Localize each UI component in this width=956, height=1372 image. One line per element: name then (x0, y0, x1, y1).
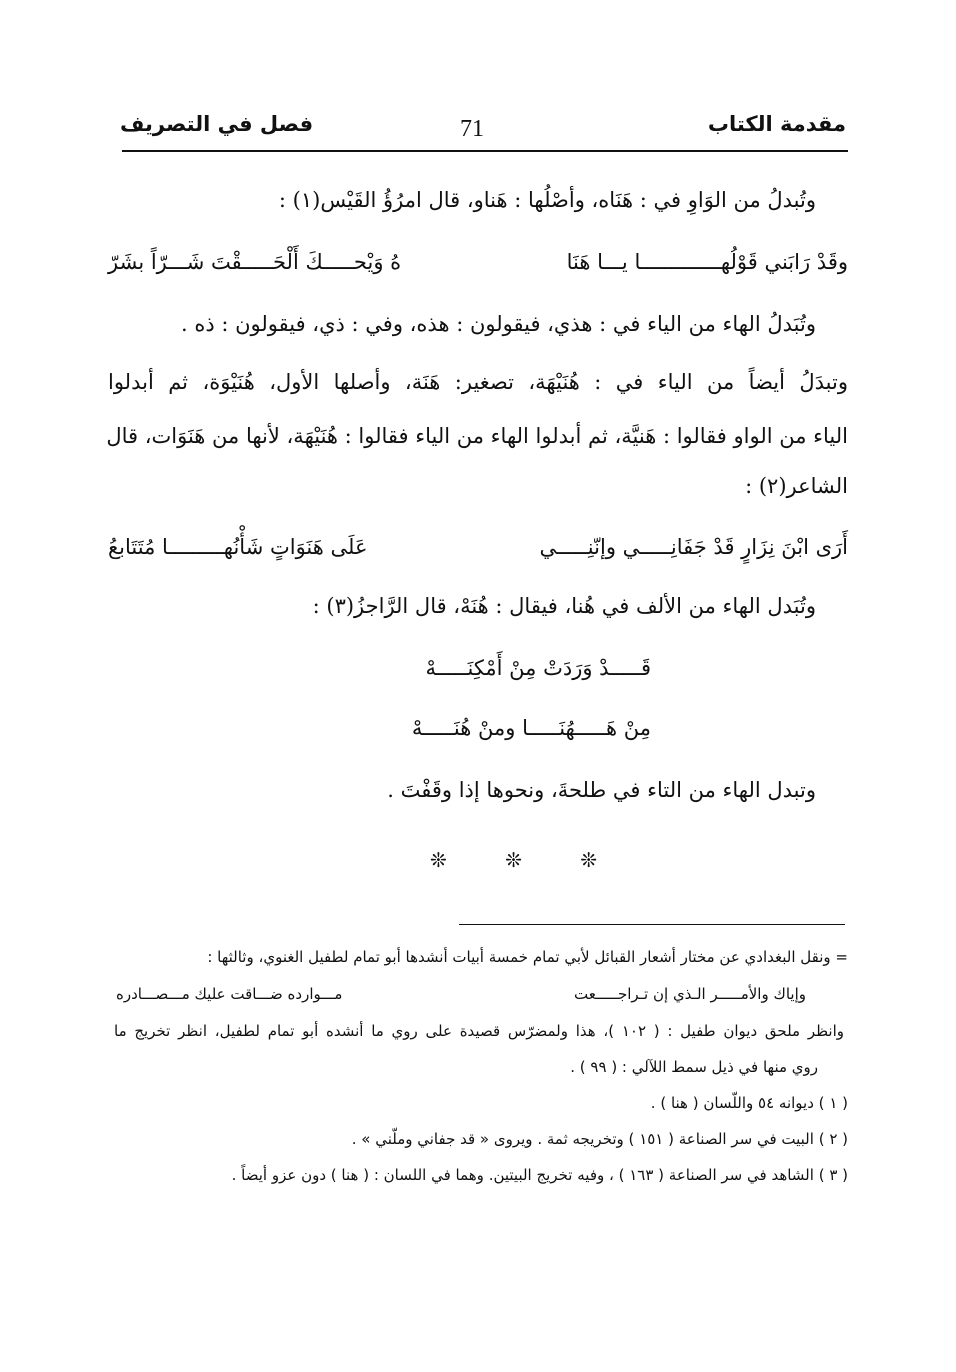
paragraph-3-line-1: وتبدَلُ أيضاً من الياء في : هُنَيْهَة، تصغير: هَنَة، وأصلها الأول، هُنَيْوَة، ثم أبدلوا (108, 370, 848, 394)
paragraph-3-line-3: الشاعر(٢) : (745, 474, 848, 498)
paragraph-5: وتبدل الهاء من التاء في طلحةَ، ونحوها إذا وقَفْتَ . (387, 778, 816, 802)
section-separator-stars: ❊ ❊ ❊ (430, 848, 623, 872)
paragraph-2: وتُبَدلُ الهاء من الياء في : هذي، فيقولون : هذه، وفي : ذي، فيقولون : ذه . (180, 312, 816, 336)
header-rule (122, 150, 848, 152)
verse-1-second-hemistich: هُ وَيْحـــــكَ أَلْحَـــــقْتَ شَـــرّاً بشَرّ (108, 250, 402, 274)
paragraph-1: وتُبدلُ من الوَاوِ في : هَنَاه، وأصْلُها : هَناو، قال امرُؤُ القَيْس(١) : (278, 188, 816, 212)
running-header (120, 112, 846, 152)
rajaz-line-1: قَـــــدْ وَرَدَتْ مِنْ أَمْكِنَـــــهْ (425, 656, 651, 680)
footnote-rule (459, 924, 845, 925)
footnote-2: ( ٢ ) البيت في سر الصناعة ( ١٥١ ) وتخريجه ثمة . ويروى « قد جفاني وملّني » . (351, 1130, 848, 1148)
header-right-title: مقدمة الكتاب (707, 112, 846, 136)
footnote-continuation-line-3: روي منها في ذيل سمط اللآلي : ( ٩٩ ) . (570, 1058, 818, 1076)
page-number: 71 (460, 116, 484, 142)
verse-2-first-hemistich: أَرَى ابْنَ نِزَارٍ قَدْ جَفَانِـــــي وإنّنِـــــي (539, 535, 848, 559)
footnote-continuation-line-2: وانظر ملحق ديوان طفيل : ( ١٠٢ )، هذا ولمضرّس قصيدة على روي ما أنشده أبو تمام لطفيل، انظر تخريج ما (114, 1022, 844, 1040)
header-left-title: فصل في التصريف (120, 112, 314, 136)
rajaz-line-2: مِنْ هَـــــهُنَـــــا ومنْ هُنَـــــهْ (411, 716, 651, 740)
paragraph-3-line-2: الياء من الواو فقالوا : هَنيَّة، ثم أبدلوا الهاء من الياء فقالوا : هُنَيْهَة، لأنها من هَنَوَات، قال (106, 424, 848, 448)
footnote-verse-first-hemistich: وإياك والأمـــــر الـذي إن تـراجـــــعت (574, 985, 806, 1003)
footnote-continuation-line-1: = ونقل البغدادي عن مختار أشعار القبائل لأبي تمام خمسة أبيات أنشدها أبو تمام لطفيل الغنوي، وثالثها : (207, 948, 848, 966)
footnote-1: ( ١ ) ديوانه ٥٤ واللّسان ( هنا ) . (650, 1094, 848, 1112)
footnote-3: ( ٣ ) الشاهد في سر الصناعة ( ١٦٣ ) ، وفيه تخريج البيتين. وهما في اللسان : ( هنا ) دون عزو أيضاً . (231, 1166, 848, 1184)
paragraph-4: وتُبَدل الهاء من الألف في هُنا، فيقال : هُنَهْ، قال الرَّاجزُ(٣) : (312, 594, 816, 618)
verse-1-first-hemistich: وقَدْ رَابَني قَوْلُهـــــــــــــا يـــا هَنَا (566, 250, 848, 274)
footnote-verse-second-hemistich: مـــوارده ضـــاقت عليك مـــصـــادره (116, 985, 343, 1003)
verse-2-second-hemistich: عَلَى هَنَوَاتٍ شَأْنُهـــــــــا مُتَتَابعُ (108, 535, 368, 559)
